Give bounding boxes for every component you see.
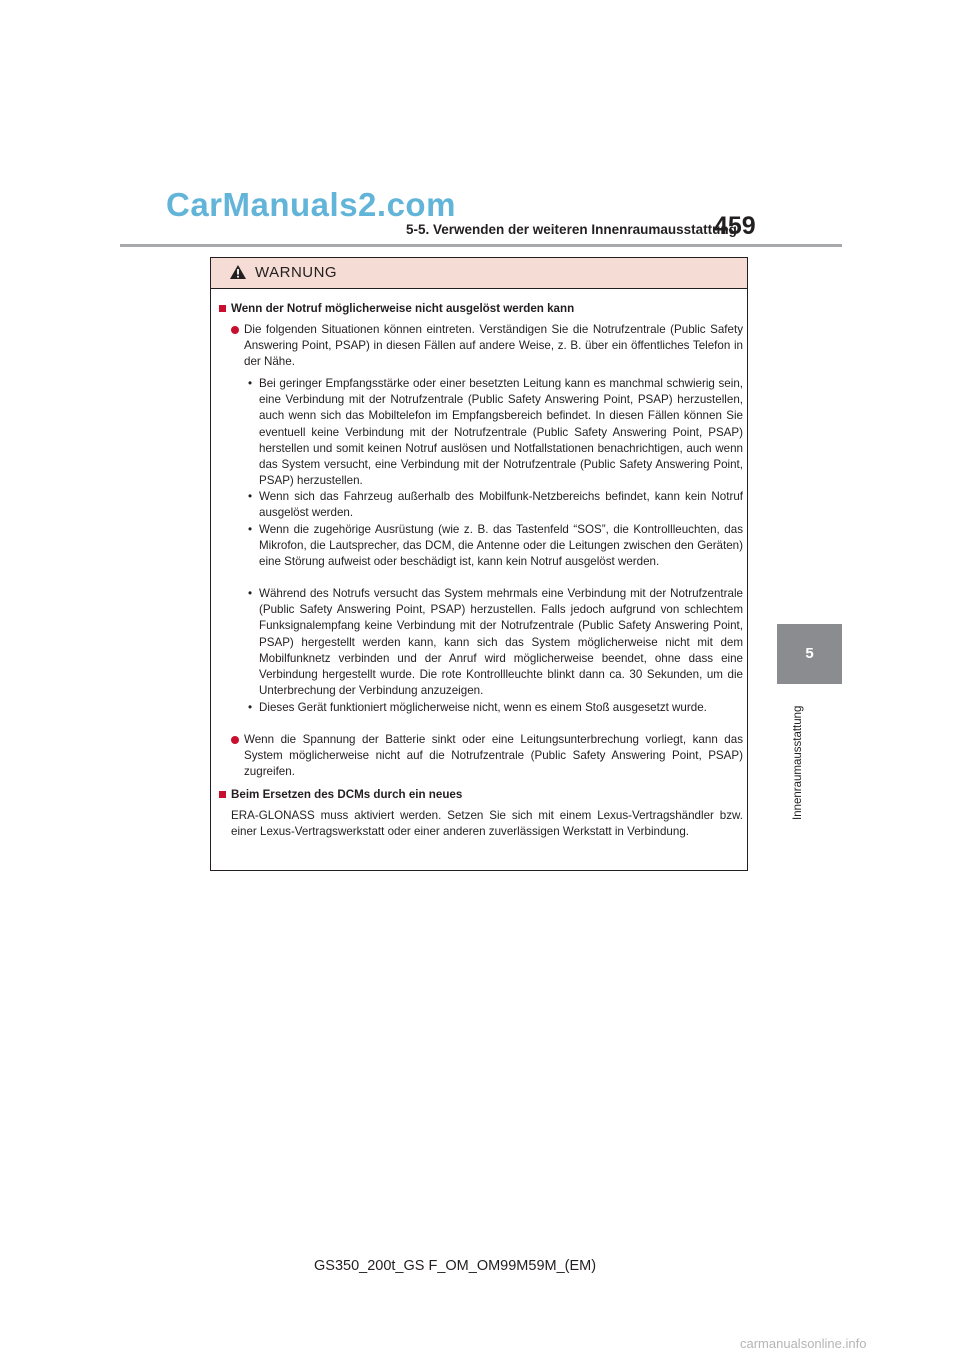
sub-list-item-text: Wenn die zugehörige Ausrüstung (wie z. B. das Tastenfeld “SOS”, die Kontrollleuchten, das Mikrofon, die Lautsprecher, das DCM, die Antenne oder die Leitungen zwischen den Geräten) eine Störung aufweist oder beschädigt ist, kann kein Notruf ausgelöst werden. <box>259 523 743 569</box>
sub-list-item <box>247 586 743 699</box>
watermark-bottom: carmanualsonline.info <box>740 1336 867 1351</box>
middle-dot-icon: • <box>248 587 253 600</box>
chapter-tab[interactable]: 5 <box>777 624 842 684</box>
sub-list-item-text: Bei geringer Empfangsstärke oder einer besetzten Leitung kann es manchmal schwierig sein, eine Verbindung mit der Notrufzentrale (Public Safety Answering Point, PSAP) herzustellen, auch wenn sich das Mobiltelefon im Empfangsbereich befindet. In diesen Fällen können Sie eventuell keine Verbindung mit der Notrufzentrale (Public Safety Answering Point, PSAP) herstellen und somit keinen Notruf auslösen und Notfallstationen benachrichtigen, auch wenn das System versucht, eine Verbindung mit der Notrufzentrale (Public Safety Answering Point, PSAP) herzustellen. <box>259 377 743 488</box>
sub-list-item <box>247 489 743 521</box>
warning-header <box>211 258 747 289</box>
chapter-label <box>790 692 812 822</box>
middle-dot-icon: • <box>248 701 253 714</box>
paragraph: ERA-GLONASS muss aktiviert werden. Setzen Sie sich mit einem Lexus-Vertragshändler bzw. einer Lexus-Vertragswerkstatt oder einer anderen zuverlässigen Werkstatt in Verbindung. <box>231 809 743 839</box>
section-heading-text: Beim Ersetzen des DCMs durch ein neues <box>231 788 463 801</box>
list-item <box>231 732 743 781</box>
sub-list-item <box>247 376 743 489</box>
middle-dot-icon: • <box>248 377 253 390</box>
warning-title: WARNUNG <box>255 264 338 281</box>
warning-triangle-icon <box>229 264 247 280</box>
round-bullet-icon <box>231 326 239 334</box>
list-item-text: Wenn die Spannung der Batterie sinkt oder eine Leitungsunterbrechung vorliegt, kann das System möglicherweise nicht auf die Notrufzentrale (Public Safety Answering Point, PSAP) zugreifen. <box>244 733 743 779</box>
sub-list-item-text: Während des Notrufs versucht das System mehrmals eine Verbindung mit der Notrufzentrale (Public Safety Answering Point, PSAP) herzustellen. Falls jedoch aufgrund von schlechtem Funksignalempfang keine Verbindung mit der Notrufzentrale (Public Safety Answering Point, PSAP) hergestellt werden kann, kann sich das System möglicherweise nicht mit dem Mobilfunknetz verbinden und der Anruf wird möglicherweise beendet, ohne dass eine Verbindung hergestellt wurde. Die rote Kontrollleuchte blinkt dann ca. 30 Sekunden, um die Unterbrechung der Verbindung anzuzeigen. <box>259 587 743 698</box>
section-heading <box>219 301 745 317</box>
round-bullet-icon <box>231 736 239 744</box>
footer-doc-id: GS350_200t_GS F_OM_OM99M59M_(EM) <box>314 1258 597 1274</box>
chapter-label-text: Innenraumausstattung <box>792 705 804 820</box>
sub-list-item <box>247 700 743 716</box>
square-bullet-icon <box>219 791 226 798</box>
list-item <box>231 322 743 371</box>
sub-list-item-text: Wenn sich das Fahrzeug außerhalb des Mobilfunk-Netzbereichs befindet, kann kein Notruf ausgelöst werden. <box>259 490 743 520</box>
section-title: 5-5. Verwenden der weiteren Innenraumausstattung <box>406 222 737 237</box>
sub-list-item-text: Dieses Gerät funktioniert möglicherweise nicht, wenn es einem Stoß ausgesetzt wurde. <box>259 701 707 714</box>
section-heading <box>219 787 745 803</box>
list-item-text: Die folgenden Situationen können eintreten. Verständigen Sie die Notrufzentrale (Public Safety Answering Point, PSAP) in diesen Fällen auf andere Weise, z. B. über ein öffentliches Telefon in der Nähe. <box>244 323 743 369</box>
section-heading-text: Wenn der Notruf möglicherweise nicht ausgelöst werden kann <box>231 302 575 315</box>
middle-dot-icon: • <box>248 490 253 503</box>
sub-list-item <box>247 522 743 571</box>
watermark-logo: CarManuals2.com <box>166 186 456 223</box>
middle-dot-icon: • <box>248 523 253 536</box>
square-bullet-icon <box>219 305 226 312</box>
warning-box <box>210 257 748 871</box>
page-number: 459 <box>714 212 756 240</box>
header-divider <box>120 244 842 247</box>
